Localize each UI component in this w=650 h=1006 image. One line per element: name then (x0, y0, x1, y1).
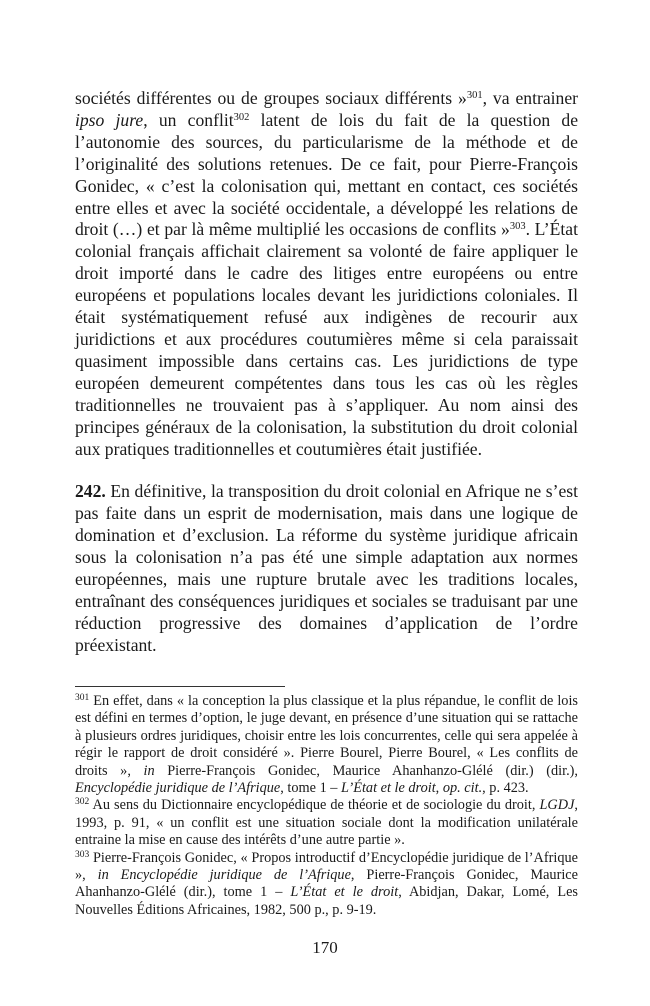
text-run: , 1993, p. 91, « un conflit est une situation sociale dont la modification unilatérale entraine la mise en cause des intérêts d’une autre partie ». (75, 797, 578, 849)
text-run: Pierre-François Gonidec, Maurice Ahanhanzo-Glélé (dir.) (dir.), (154, 762, 578, 779)
footnote-ref-302[interactable]: 302 (233, 111, 250, 123)
italic-title: Encyclopédie juridique de l’Afrique (120, 867, 351, 884)
footnote-301 (75, 693, 578, 797)
italic-term: LGDJ (539, 797, 575, 814)
text-run: sociétés différentes ou de groupes sociaux différents » (75, 88, 467, 108)
text-run: latent de lois du fait de la question de l’autonomie des sources, du particularisme de la méthode et de l’originalité des solutions retenues. De ce fait, pour Pierre-François Gonidec, « c’est la colonisation qui, mettant en contact, ces sociétés entre elles et avec la société occidentale, a développé les relations de droit (…) et par là même multiplié les occasions de conflits » (75, 109, 578, 240)
text-run: , Pierre-François Gonidec, Maurice Ahanhanzo-Glélé (dir.), tome 1 – (75, 867, 578, 901)
footnotes (75, 693, 578, 919)
page-number: 170 (312, 938, 338, 957)
italic-term: ipso jure (75, 109, 144, 130)
italic-term: in (97, 867, 109, 884)
footnote-302 (75, 797, 578, 849)
text-run: . L’État colonial français affichait clairement sa volonté de faire appliquer le droit importé dans le cadre des litiges entre européens ou entre européens et populations locales devant les juridictions coloniales. Il était systématiquement refusé aux indigènes de recourir aux juridictions et aux procédures coutumières même si cela paraissait quasiment impossible dans certains cas. Les juridictions de type européen demeurent compétentes dans tous les cas où les règles traditionnelles ne trouvaient pas à s’appliquer. Au nom ainsi des principes généraux de la colonisation, la substitution du droit colonial aux pratiques traditionnelles et coutumières était justifiée. (75, 219, 578, 459)
text-run: , tome 1 – (280, 780, 342, 797)
italic-title: L’État et le droit (290, 884, 399, 901)
footnote-ref-301[interactable]: 301 (466, 90, 483, 101)
footnote-number: 303 (75, 849, 90, 860)
italic-term: op. cit. (442, 780, 483, 797)
footnote-number: 302 (75, 797, 90, 808)
text-run: Au sens du Dictionnaire encyclopédique de théorie et de sociologie du droit, (89, 797, 540, 814)
text-run: Pierre-François Gonidec, « Propos introductif d’Encyclopédie juridique de l’Afrique », (75, 849, 578, 884)
italic-title: L’État et le droit (341, 780, 436, 797)
italic-title: Encyclopédie juridique de l’Afrique (75, 780, 281, 797)
text-run: , (435, 780, 443, 797)
text-run: En effet, dans « la conception la plus classique et la plus répandue, le conflit de lois est défini en termes d’option, le juge devant, en présence d’une situation qui se rattache à plusieurs ordres juridiques, choisir entre les lois concurrentes, celle qui sera appelée à régir le rapport de droit considéré ». Pierre Bourel, Pierre Bourel, « Les conflits de droits », (75, 693, 578, 779)
text-run (109, 867, 121, 883)
text-run: , Abidjan, Dakar, Lomé, Les Nouvelles Éditions Africaines, 1982, 500 p., p. 9-19. (75, 884, 578, 918)
paragraph-number: 242. (75, 481, 106, 502)
text-run: , un conflit (143, 109, 234, 130)
body-text (75, 88, 578, 657)
footnote-303 (75, 850, 578, 920)
paragraph-242 (75, 481, 578, 656)
text-run: , p. 423. (482, 780, 529, 797)
footnote-ref-303[interactable]: 303 (509, 221, 526, 233)
text-run: , va entrainer (482, 88, 578, 108)
footnote-separator (75, 686, 285, 687)
paragraph-1 (75, 88, 578, 460)
italic-term: in (143, 762, 155, 779)
footnote-number: 301 (75, 693, 90, 703)
text-run: En définitive, la transposition du droit colonial en Afrique ne s’est pas faite dans un esprit de modernisation, mais dans une logique de domination et d’exclusion. La réforme du système juridique africain sous la colonisation n’a pas été une simple adaptation aux normes européennes, mais une rupture brutale avec les traditions locales, entraînant des conséquences juridiques et sociales se traduisant par une réduction progressive des domaines d’application de l’ordre préexistant. (75, 481, 578, 655)
